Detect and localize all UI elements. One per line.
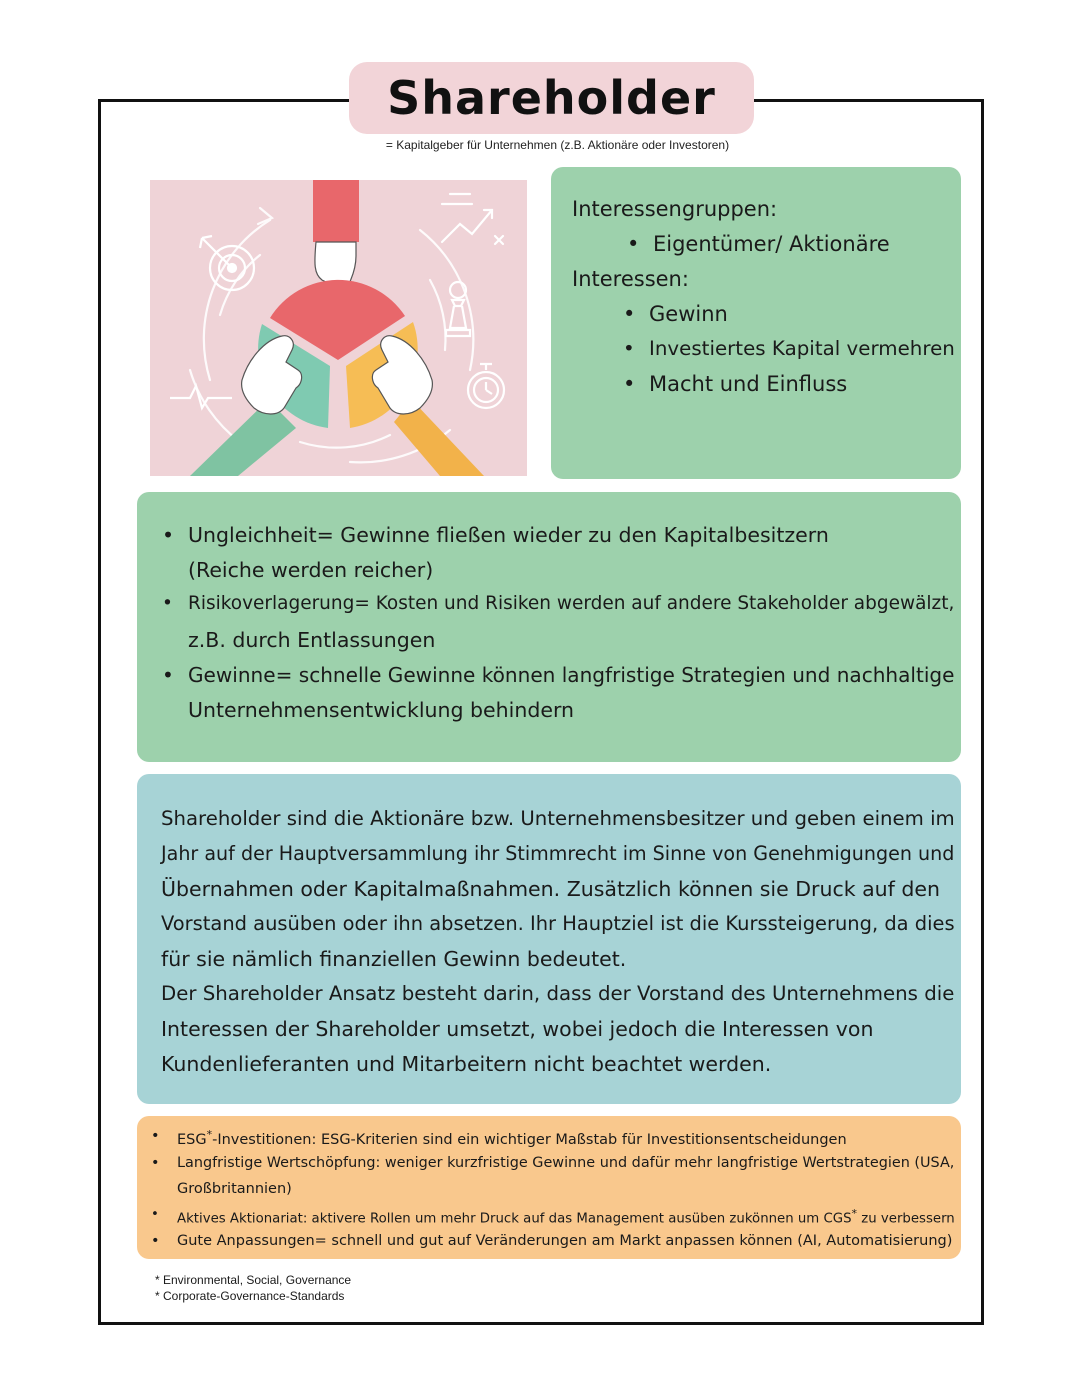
critique-item: • Ungleichheit= Gewinne fließen wieder zu den Kapitalbesitzern bbox=[188, 523, 829, 547]
interest-item: • Investiertes Kapital vermehren bbox=[649, 337, 955, 360]
description-line: Kundenlieferanten und Mitarbeitern nicht beachtet werden. bbox=[161, 1052, 772, 1076]
footnote: * Corporate-Governance-Standards bbox=[155, 1289, 345, 1303]
esg-item: • Langfristige Wertschöpfung: weniger kurzfristige Gewinne und dafür mehr langfristige Wertstrategien (USA, bbox=[177, 1155, 954, 1171]
interest-group-item: • Eigentümer/ Aktionäre bbox=[653, 232, 890, 256]
footnote: * Environmental, Social, Governance bbox=[155, 1273, 352, 1287]
critique-item: • Gewinne= schnelle Gewinne können langfristige Strategien und nachhaltige bbox=[188, 663, 954, 687]
growth-arrow-icon bbox=[442, 194, 503, 244]
shareholder-illustration bbox=[150, 180, 527, 476]
interest-groups-label: Interessengruppen: bbox=[572, 197, 778, 221]
description-line: Übernahmen oder Kapitalmaßnahmen. Zusätzlich können sie Druck auf den bbox=[161, 877, 941, 901]
description-line: Shareholder sind die Aktionäre bzw. Unternehmensbesitzer und geben einem im bbox=[161, 807, 955, 830]
stopwatch-icon bbox=[468, 364, 504, 408]
interests-label: Interessen: bbox=[572, 267, 689, 291]
description-line: Jahr auf der Hauptversammlung ihr Stimmrecht im Sinne von Genehmigungen und bbox=[161, 842, 955, 865]
description-line: Der Shareholder Ansatz besteht darin, dass der Vorstand des Unternehmens die bbox=[161, 982, 955, 1005]
esg-item-continued: Großbritannien) bbox=[177, 1181, 292, 1197]
critique-item-continued: Unternehmensentwicklung behindern bbox=[188, 698, 575, 722]
pie-puzzle-icon bbox=[150, 180, 527, 476]
description-line: Interessen der Shareholder umsetzt, wobei jedoch die Interessen von bbox=[161, 1017, 874, 1041]
page-title: Shareholder bbox=[387, 71, 716, 125]
target-icon bbox=[200, 236, 254, 290]
esg-item: • Aktives Aktionariat: aktivere Rollen um mehr Druck auf das Management ausüben zukönnen um CGS* zu verbessern bbox=[177, 1207, 955, 1226]
interest-item: • Gewinn bbox=[649, 302, 728, 326]
interest-item: • Macht und Einfluss bbox=[649, 372, 847, 396]
page-subtitle: = Kapitalgeber für Unternehmen (z.B. Aktionäre oder Investoren) bbox=[385, 138, 730, 152]
esg-item: • Gute Anpassungen= schnell und gut auf Veränderungen am Markt anpassen können (AI, Automatisierung) bbox=[177, 1233, 952, 1249]
description-line: für sie nämlich finanziellen Gewinn bedeutet. bbox=[161, 947, 627, 971]
description-line: Vorstand ausüben oder ihn absetzen. Ihr Hauptziel ist die Kurssteigerung, da dies bbox=[161, 912, 955, 935]
critique-item: • Risikoverlagerung= Kosten und Risiken werden auf andere Stakeholder abgewälzt, bbox=[188, 593, 954, 614]
esg-item: • ESG*-Investitionen: ESG-Kriterien sind ein wichtiger Maßstab für Investitionsentscheidungen bbox=[177, 1128, 847, 1148]
critique-item-continued: (Reiche werden reicher) bbox=[188, 558, 434, 582]
chess-pawn-icon bbox=[446, 282, 470, 336]
critique-item-continued: z.B. durch Entlassungen bbox=[188, 628, 436, 652]
title-banner bbox=[349, 62, 754, 134]
